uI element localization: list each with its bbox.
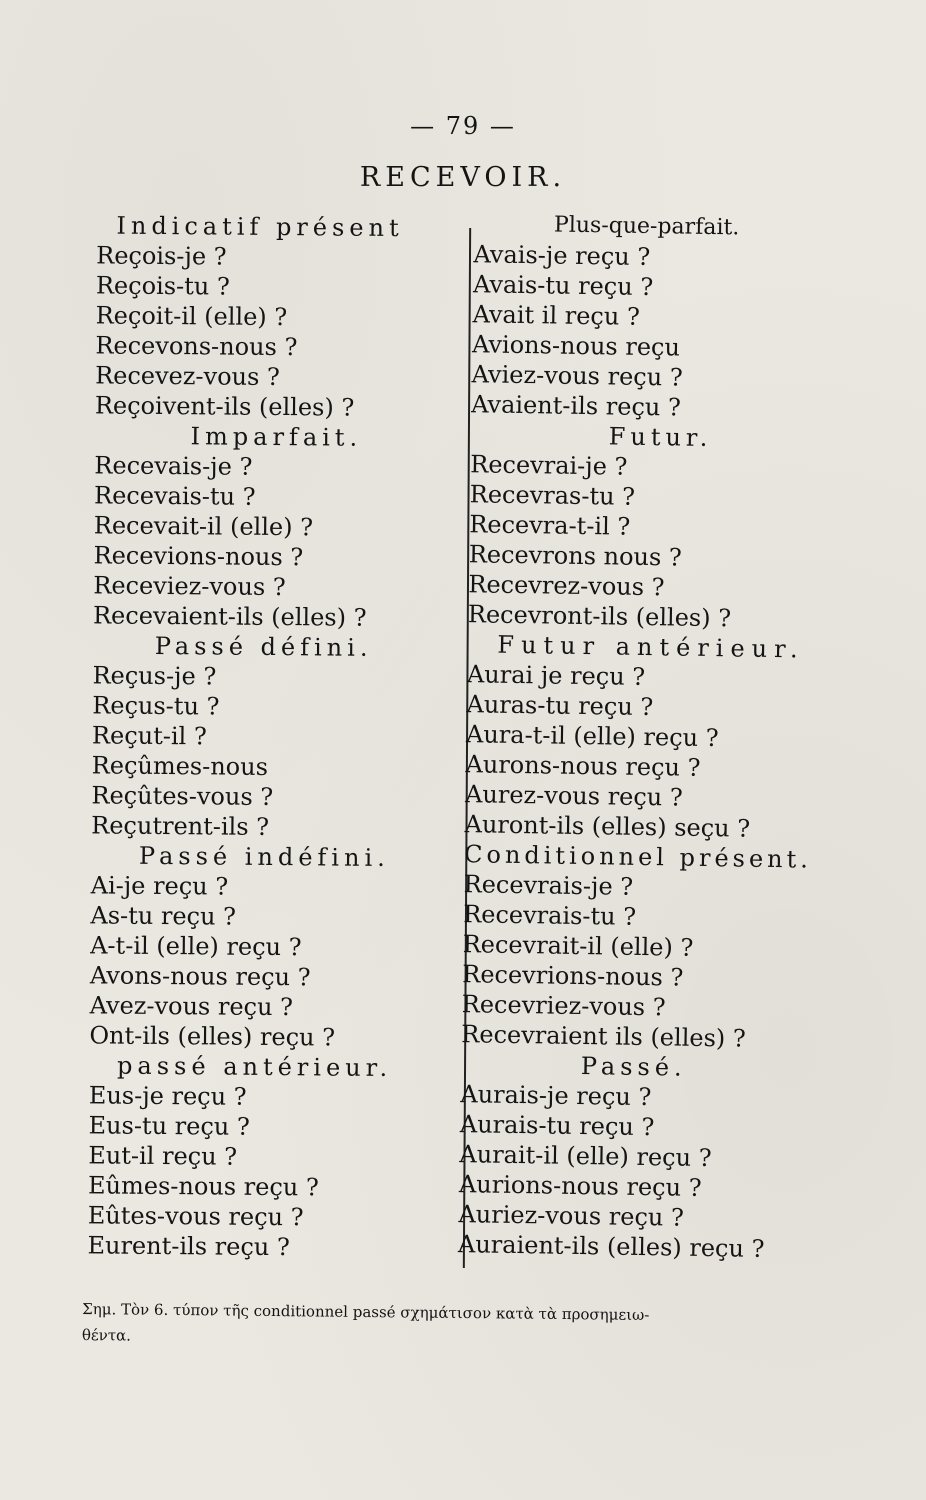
conjugation-line: Recevrai-je ? xyxy=(470,450,628,481)
footnote-line: Σημ. Τὸν 6. τύπον τῆς conditionnel passé σχημάτισον κατὰ τὰ προσημειω- xyxy=(82,1300,650,1324)
section-passe-anterieur xyxy=(87,1050,457,1263)
conjugation-line: Recevrais-je ? xyxy=(463,870,634,901)
conjugation-line: Eus-tu reçu ? xyxy=(88,1111,250,1141)
footnote xyxy=(82,1296,843,1356)
conjugation-line: Reçus-tu ? xyxy=(92,691,220,721)
conjugation-line: Eus-je reçu ? xyxy=(88,1081,247,1111)
conjugation-line: Eûtes-vous reçu ? xyxy=(87,1201,304,1232)
conjugation-line: Avais-je reçu ? xyxy=(473,240,651,272)
conjugation-line: Reçutrent-ils ? xyxy=(91,811,270,841)
section-heading: Passé indéfini. xyxy=(138,841,390,872)
conjugation-line: Reçoit-il (elle) ? xyxy=(95,301,288,332)
conjugation-line: Aviez-vous reçu ? xyxy=(471,360,683,392)
conjugation-line: Aurez-vous reçu ? xyxy=(464,780,683,812)
conjugation-line: Recevrons nous ? xyxy=(468,540,683,572)
conjugation-line: Recevraient ils (elles) ? xyxy=(461,1020,746,1053)
conjugation-line: Reçut-il ? xyxy=(91,721,207,751)
conjugation-line: Recevons-nous ? xyxy=(95,331,298,362)
conjugation-line: Eurent-ils reçu ? xyxy=(87,1231,290,1262)
section-heading: passé antérieur. xyxy=(117,1051,393,1083)
conjugation-line: A-t-il (elle) reçu ? xyxy=(90,931,302,962)
conjugation-line: Avez-vous reçu ? xyxy=(89,991,294,1022)
conjugation-line: Aurai je reçu ? xyxy=(466,660,646,691)
conjugation-line: Reçûmes-nous xyxy=(91,751,269,781)
conjugation-line: Recevriez-vous ? xyxy=(461,990,666,1022)
section-passe-indefini xyxy=(89,840,459,1053)
conjugation-line: Auront-ils (elles) seçu ? xyxy=(464,810,751,843)
conjugation-line: Recevions-nous ? xyxy=(93,541,304,572)
section-conditionnel-present xyxy=(461,839,824,1055)
conjugation-line: Aurons-nous reçu ? xyxy=(465,750,701,782)
conjugation-line: Recevais-je ? xyxy=(94,451,253,481)
section-futur xyxy=(468,419,831,635)
conjugation-line: Recevrions-nous ? xyxy=(462,960,684,992)
conjugation-line: Recevras-tu ? xyxy=(469,480,636,511)
conjugation-line: Reçûtes-vous ? xyxy=(91,781,274,811)
footnote-line: θέντα. xyxy=(81,1326,132,1345)
conjugation-line: Recevra-t-il ? xyxy=(469,510,631,541)
conjugation-line: Aurions-nous reçu ? xyxy=(458,1170,702,1202)
conjugation-line: Recevrait-il (elle) ? xyxy=(462,930,694,962)
conjugation-line: Auras-tu reçu ? xyxy=(466,690,654,722)
section-heading: Passé défini. xyxy=(154,631,373,662)
conjugation-line: Avaient-ils reçu ? xyxy=(470,390,682,422)
conjugation-line: Avais-tu reçu ? xyxy=(472,270,654,302)
section-indicatif-present xyxy=(95,210,465,423)
right-column xyxy=(458,209,834,1265)
section-heading: Futur antérieur. xyxy=(497,630,805,664)
conjugation-line: Aurais-tu reçu ? xyxy=(459,1110,655,1142)
conjugation-line: Recevront-ils (elles) ? xyxy=(467,600,732,633)
conjugation-line: Aura-t-il (elle) reçu ? xyxy=(465,720,719,753)
section-heading: Conditionnel présent. xyxy=(463,840,813,874)
conjugation-line: Aurait-il (elle) reçu ? xyxy=(459,1140,712,1173)
conjugation-line: Recevez-vous ? xyxy=(95,361,280,392)
conjugation-line: Ai-je reçu ? xyxy=(90,871,229,901)
section-imparfait xyxy=(93,420,463,633)
conjugation-line: Reçois-tu ? xyxy=(95,271,230,301)
conjugation-line: Recevais-tu ? xyxy=(93,481,256,511)
section-heading: Futur. xyxy=(608,422,713,453)
conjugation-line: Auriez-vous reçu ? xyxy=(458,1200,685,1232)
section-plus-que-parfait xyxy=(471,209,834,425)
conjugation-line: Auraient-ils (elles) reçu ? xyxy=(457,1230,765,1263)
conjugation-line: Reçus-je ? xyxy=(92,661,217,691)
section-passe-defini xyxy=(91,630,461,843)
conjugation-line: As-tu reçu ? xyxy=(90,901,237,931)
section-passe xyxy=(458,1049,821,1265)
conjugation-line: Recevaient-ils (elles) ? xyxy=(92,601,367,632)
conjugation-line: Reçoivent-ils (elles) ? xyxy=(94,391,355,422)
page-title: RECEVOIR. xyxy=(359,162,567,193)
section-heading: Indicatif présent xyxy=(116,211,404,243)
conjugation-line: Reçois-je ? xyxy=(96,241,227,271)
conjugation-line: Receviez-vous ? xyxy=(93,571,286,602)
conjugation-line: Recevrais-tu ? xyxy=(462,900,637,931)
conjugation-line: Aurais-je reçu ? xyxy=(460,1080,652,1112)
conjugation-line: Avons-nous reçu ? xyxy=(89,961,311,992)
section-heading: Passé. xyxy=(580,1052,687,1082)
conjugation-line: Eut-il reçu ? xyxy=(88,1141,238,1171)
conjugation-line: Avions-nous reçu xyxy=(471,330,681,362)
conjugation-line: Recevait-il (elle) ? xyxy=(93,511,314,542)
section-futur-anterieur xyxy=(464,629,827,845)
conjugation-line: Avait il reçu ? xyxy=(472,300,641,331)
conjugation-line: Ont-ils (elles) reçu ? xyxy=(89,1021,336,1052)
section-heading: Plus-que-parfait. xyxy=(553,212,740,241)
left-column xyxy=(87,210,464,1263)
conjugation-line: Eûmes-nous reçu ? xyxy=(87,1171,319,1202)
conjugation-line: Recevrez-vous ? xyxy=(468,570,665,602)
section-heading: Imparfait. xyxy=(190,422,363,452)
page-number: — 79 — xyxy=(410,112,516,140)
